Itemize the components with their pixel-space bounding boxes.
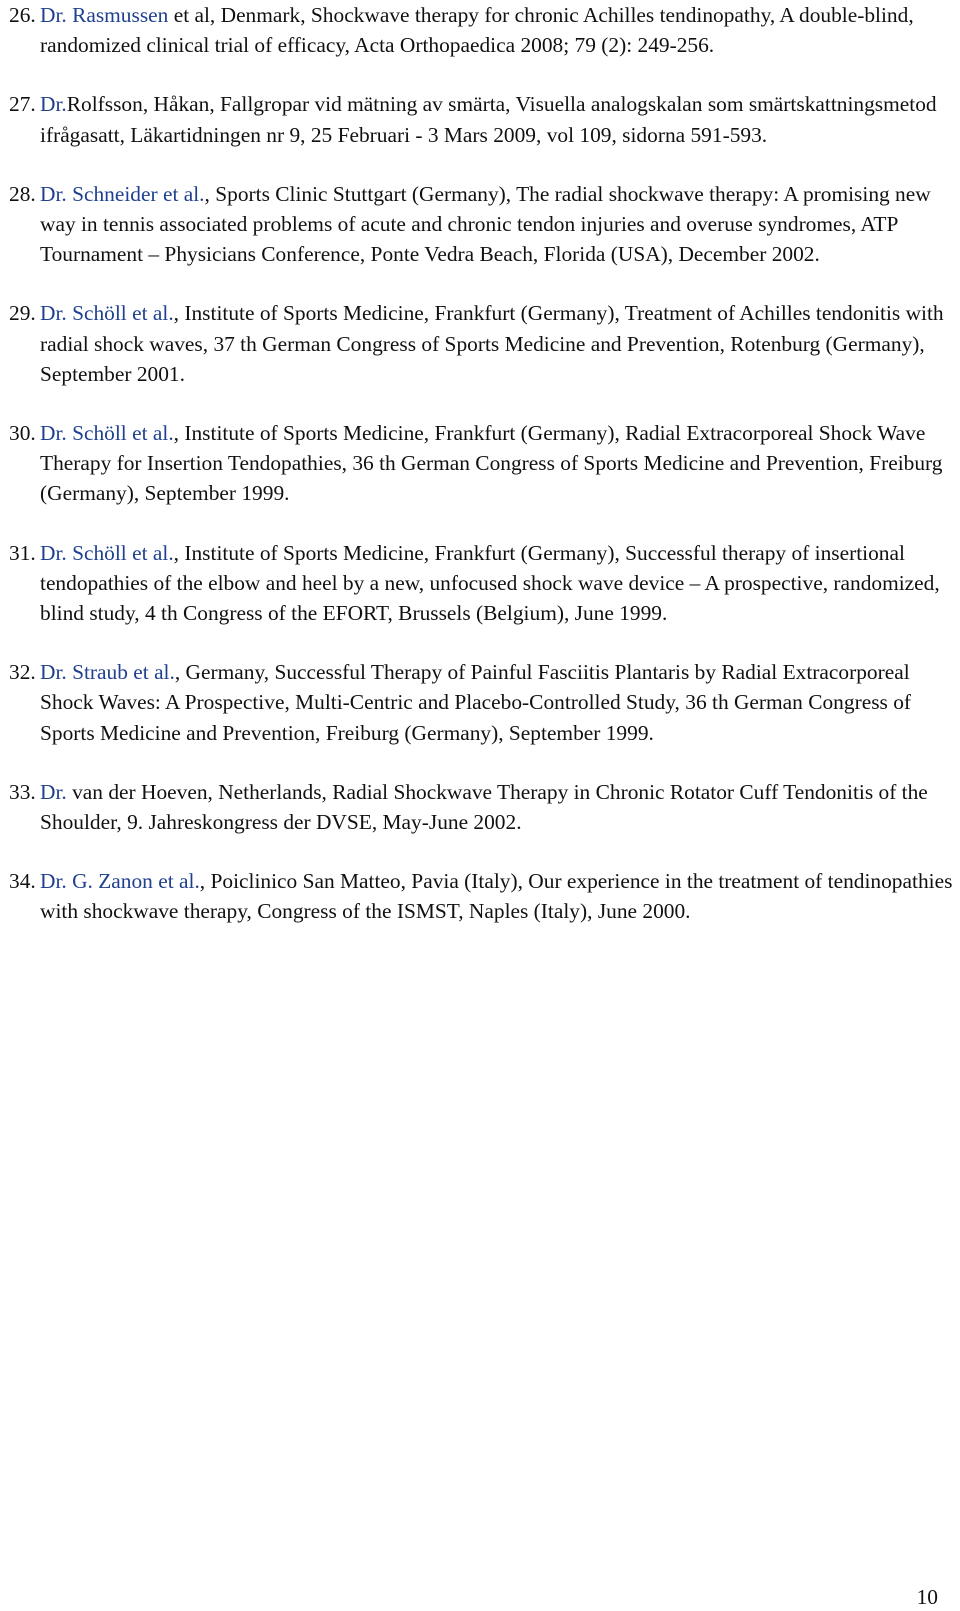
reference-author: Dr. Schöll et al. <box>40 421 174 446</box>
reference-number: 28. <box>9 181 36 206</box>
reference-author: Dr. Straub et al. <box>40 660 175 685</box>
reference-number: 33. <box>9 779 36 804</box>
reference-item <box>9 179 959 270</box>
reference-author: Dr. Rasmussen <box>40 3 174 27</box>
reference-number: 30. <box>9 421 36 446</box>
reference-text: , Institute of Sports Medicine, Frankfurt (Germany), Successful therapy of insertional tendopathies of the elbow and heel by a new, unfocused shock wave device – A prospective, randomized, blind study, 4 th Congress of the EFORT, Brussels (Belgium), June 1999. <box>40 540 940 626</box>
reference-number: 32. <box>9 660 36 685</box>
reference-text: , Institute of Sports Medicine, Frankfurt (Germany), Radial Extracorporeal Shock Wave Therapy for Insertion Tendopathies, 36 th German Congress of Sports Medicine and Prevention, Freiburg (Germany), September 1999. <box>40 421 943 506</box>
reference-item <box>9 777 959 837</box>
reference-text: et al, Denmark, Shockwave therapy for chronic Achilles tendinopathy, A double-blind, randomized clinical trial of efficacy, Acta Orthopaedica 2008; 79 (2): 249-256. <box>40 3 914 58</box>
reference-number: 31. <box>9 540 36 565</box>
reference-item <box>9 418 959 509</box>
reference-number: 34. <box>9 869 36 894</box>
reference-item <box>9 866 959 926</box>
reference-text: Rolfsson, Håkan, Fallgropar vid mätning av smärta, Visuella analogskalan som smärtskattningsmetod ifrågasatt, Läkartidningen nr 9, 25 Februari - 3 Mars 2009, vol 109, sidorna 591-593. <box>40 92 937 147</box>
reference-author: Dr. Schneider et al. <box>40 181 205 206</box>
reference-item <box>9 657 959 748</box>
reference-author: Dr. Schöll et al. <box>40 540 174 565</box>
reference-number: 29. <box>9 301 36 326</box>
reference-list <box>9 0 959 956</box>
reference-text: , Sports Clinic Stuttgart (Germany), The radial shockwave therapy: A promising new way in tennis associated problems of acute and chronic tendon injuries and overuse syndromes, ATP Tournament – Physicians Conference, Ponte Vedra Beach, Florida (USA), December 2002. <box>40 181 931 267</box>
reference-author: Dr. <box>40 779 67 804</box>
reference-number: 27. <box>9 92 36 117</box>
page-number: 10 <box>916 1585 938 1609</box>
reference-author: Dr. Schöll et al. <box>40 301 174 326</box>
reference-text: , Poiclinico San Matteo, Pavia (Italy), Our experience in the treatment of tendinopathies with shockwave therapy, Congress of the ISMST, Naples (Italy), June 2000. <box>40 869 953 924</box>
reference-item <box>9 0 959 60</box>
reference-author: Dr. G. Zanon et al. <box>40 869 200 894</box>
reference-author: Dr. <box>40 92 67 117</box>
reference-text: van der Hoeven, Netherlands, Radial Shockwave Therapy in Chronic Rotator Cuff Tendonitis of the Shoulder, 9. Jahreskongress der DVSE, May-June 2002. <box>40 779 928 835</box>
reference-item <box>9 89 959 149</box>
reference-item <box>9 538 959 629</box>
reference-text: , Germany, Successful Therapy of Painful Fasciitis Plantaris by Radial Extracorporeal Shock Waves: A Prospective, Multi-Centric and Placebo-Controlled Study, 36 th German Congress of Sports Medicine and Prevention, Freiburg (Germany), September 1999. <box>40 660 912 745</box>
reference-item <box>9 298 959 389</box>
reference-number: 26. <box>9 3 36 27</box>
reference-text: , Institute of Sports Medicine, Frankfurt (Germany), Treatment of Achilles tendonitis with radial shock waves, 37 th German Congress of Sports Medicine and Prevention, Rotenburg (Germany), September 2001. <box>40 301 944 386</box>
